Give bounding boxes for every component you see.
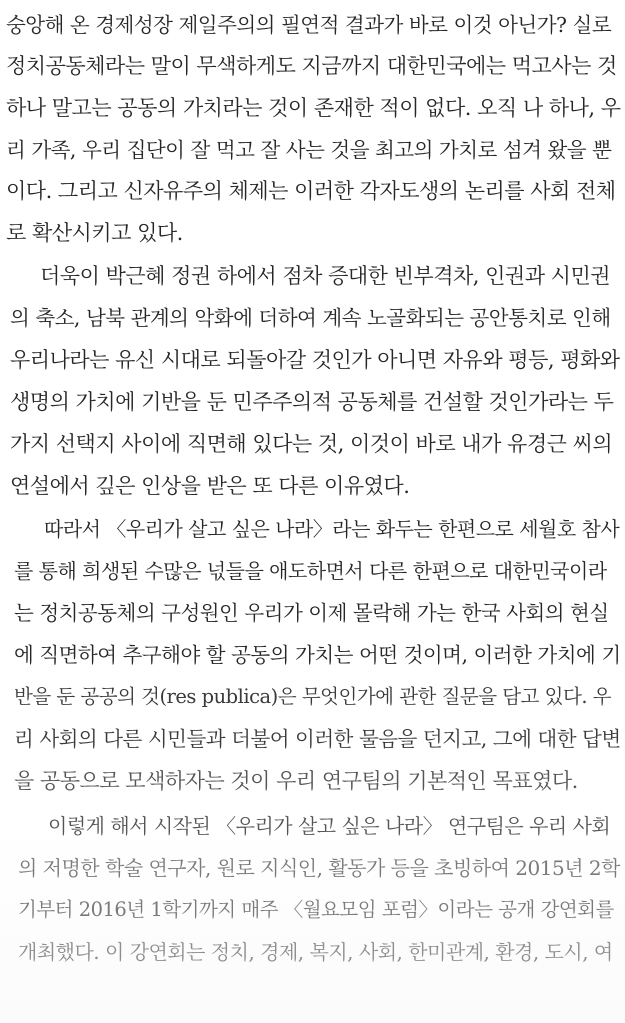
text-line-3: 하나 말고는 공동의 가치라는 것이 존재한 적이 없다. 오직 나 하나, 우 [6, 96, 621, 120]
text-line-4: 리 가족, 우리 집단이 잘 먹고 잘 사는 것을 최고의 가치로 섬겨 왔을 뿐 [6, 138, 612, 162]
text-line-20: 이렇게 해서 시작된 〈우리가 살고 싶은 나라〉 연구팀은 우리 사회 [48, 814, 611, 838]
text-line-9: 우리나라는 유신 시대로 되돌아갈 것인가 아니면 자유와 평등, 평화와 [10, 348, 620, 372]
text-line-19: 을 공동으로 모색하자는 것이 우리 연구팀의 기본적인 목표였다. [14, 769, 578, 793]
text-line-8: 의 축소, 남북 관계의 악화에 더하여 계속 노골화되는 공안통치로 인해 [10, 306, 611, 330]
text-line-21: 의 저명한 학술 연구자, 원로 지식인, 활동가 등을 초빙하여 2015년 2학 [18, 856, 620, 880]
text-line-22: 기부터 2016년 1학기까지 매주 〈월요모임 포럼〉이라는 공개 강연회를 [18, 898, 614, 921]
text-line-2: 정치공동체라는 말이 무색하게도 지금까지 대한민국에는 먹고사는 것 [6, 54, 617, 78]
text-line-15: 는 정치공동체의 구성원인 우리가 이제 몰락해 가는 한국 사회의 현실 [14, 601, 609, 625]
text-line-17: 반을 둔 공공의 것(res publica)은 무엇인가에 관한 질문을 담고 있다. 우 [14, 685, 612, 708]
text-line-16: 에 직면하여 추구해야 할 공동의 가치는 어떤 것이며, 이러한 가치에 기 [14, 643, 621, 667]
text-line-10: 생명의 가치에 기반을 둔 민주주의적 공동체를 건설할 것인가라는 두 [10, 390, 614, 414]
text-line-14: 를 통해 희생된 수많은 넋들을 애도하면서 다른 한편으로 대한민국이라 [14, 559, 607, 583]
text-line-18: 리 사회의 다른 시민들과 더불어 이러한 물음을 던지고, 그에 대한 답변 [14, 727, 621, 751]
text-line-1: 숭앙해 온 경제성장 제일주의의 필연적 결과가 바로 이것 아닌가? 실로 [6, 13, 612, 37]
text-line-5: 이다. 그리고 신자유주의 체제는 이러한 각자도생의 논리를 사회 전체 [6, 179, 616, 203]
text-line-13: 따라서 〈우리가 살고 싶은 나라〉라는 화두는 한편으로 세월호 참사 [44, 517, 620, 541]
text-line-6: 로 확산시키고 있다. [6, 221, 183, 245]
text-line-11: 가지 선택지 사이에 직면해 있다는 것, 이것이 바로 내가 유경근 씨의 [10, 432, 613, 456]
text-line-7: 더욱이 박근혜 정권 하에서 점차 증대한 빈부격차, 인권과 시민권 [40, 264, 611, 288]
text-line-23: 개최했다. 이 강연회는 정치, 경제, 복지, 사회, 한미관계, 환경, 도시, 여 [18, 940, 613, 964]
text-line-12: 연설에서 깊은 인상을 받은 또 다른 이유였다. [10, 474, 410, 498]
